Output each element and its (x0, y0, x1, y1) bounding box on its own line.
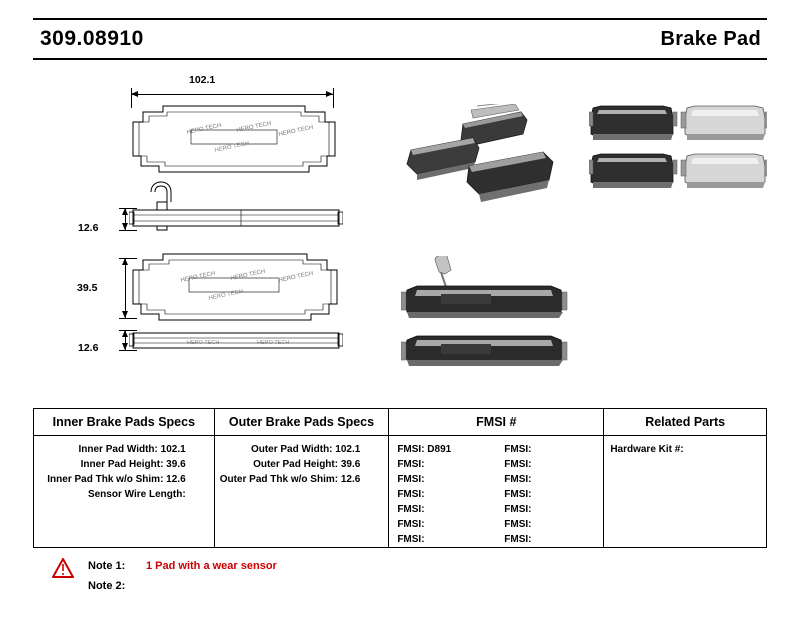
note-2-line (88, 576, 552, 596)
related-row: Hardware Kit #: (610, 444, 684, 455)
svg-text:HERO TECH: HERO TECH (214, 140, 250, 154)
spec-row: Outer Pad Width: 102.1 (250, 444, 361, 455)
spec-row: Inner Pad Thk w/o Shim: 12.6 (47, 474, 186, 485)
product-photo-flat-pads (401, 256, 601, 366)
svg-text:HERO TECH: HERO TECH (208, 288, 244, 302)
fmsi-row: FMSI: (504, 504, 532, 515)
fmsi-row: FMSI: (397, 489, 425, 500)
dimension-label-top-thickness: 12.6 (78, 222, 99, 234)
fmsi-row: FMSI: (397, 504, 425, 515)
dimension-label-bottom-height: 39.5 (77, 282, 98, 294)
fmsi-right-list (504, 442, 603, 547)
dimension-line-top-width (131, 94, 333, 95)
dimension-line-bottom-thickness (125, 330, 126, 350)
outer-pad-specs-column (215, 409, 390, 547)
svg-text:HERO TECH: HERO TECH (187, 340, 220, 346)
spec-row: Outer Pad Height: 39.6 (253, 459, 361, 470)
spec-row: Inner Pad Width: 102.1 (78, 444, 186, 455)
document-header (33, 18, 767, 60)
fmsi-row: FMSI: (504, 534, 532, 545)
fmsi-row: FMSI: (504, 444, 532, 455)
svg-text:HERO TECH: HERO TECH (257, 340, 290, 346)
inner-pad-specs-column (34, 409, 215, 547)
document-type-title: Brake Pad (660, 27, 761, 50)
fmsi-row: FMSI: (397, 474, 425, 485)
svg-text:HERO TECH: HERO TECH (278, 270, 314, 284)
svg-text:HERO TECH: HERO TECH (186, 122, 222, 136)
product-photo-angled-pads (403, 104, 583, 224)
fmsi-row: FMSI: D891 (397, 444, 452, 455)
fmsi-row: FMSI: (397, 534, 425, 545)
notes-section (52, 556, 552, 596)
svg-text:HERO TECH: HERO TECH (230, 268, 266, 282)
fmsi-row: FMSI: (504, 474, 532, 485)
dimension-line-bottom-height (125, 258, 126, 318)
fmsi-row: FMSI: (504, 459, 532, 470)
note-2-label: Note 2: (88, 580, 126, 592)
notes-text-block (88, 556, 552, 596)
dimension-label-top-width: 102.1 (189, 74, 216, 86)
product-photo-pad-set (589, 104, 767, 214)
warning-icon (52, 558, 74, 578)
note-1-label: Note 1: (88, 560, 126, 572)
dimension-label-bottom-thickness: 12.6 (78, 342, 99, 354)
drawing-area (33, 62, 767, 392)
fmsi-row: FMSI: (397, 459, 425, 470)
pad-side-view-top (129, 180, 343, 236)
pad-front-view-bottom (129, 252, 341, 328)
outer-pad-specs-body (215, 436, 389, 547)
related-parts-title: Related Parts (604, 409, 766, 436)
related-parts-column (604, 409, 766, 547)
outer-pad-specs-title: Outer Brake Pads Specs (215, 409, 389, 436)
svg-text:HERO TECH: HERO TECH (278, 124, 314, 138)
fmsi-column (389, 409, 604, 547)
inner-pad-specs-title: Inner Brake Pads Specs (34, 409, 214, 436)
fmsi-row: FMSI: (397, 519, 425, 530)
dimension-line-top-thickness (125, 208, 126, 230)
fmsi-row: FMSI: (504, 489, 532, 500)
inner-pad-specs-body (34, 436, 214, 547)
svg-text:HERO TECH: HERO TECH (236, 120, 272, 134)
pad-side-view-bottom (129, 330, 343, 352)
fmsi-row: FMSI: (504, 519, 532, 530)
note-1-line (88, 556, 552, 576)
related-parts-body (604, 436, 766, 457)
fmsi-left-list (389, 442, 504, 547)
fmsi-body (389, 436, 603, 547)
pad-front-view-top (129, 104, 339, 184)
specifications-tables (33, 408, 767, 548)
spec-row: Inner Pad Height: 39.6 (80, 459, 186, 470)
note-1-value: 1 Pad with a wear sensor (146, 560, 277, 572)
spec-row: Sensor Wire Length: (87, 489, 186, 500)
spec-row: Outer Pad Thk w/o Shim: 12.6 (219, 474, 361, 485)
part-number: 309.08910 (40, 27, 144, 50)
fmsi-title: FMSI # (389, 409, 603, 436)
svg-text:HERO TECH: HERO TECH (180, 270, 216, 284)
